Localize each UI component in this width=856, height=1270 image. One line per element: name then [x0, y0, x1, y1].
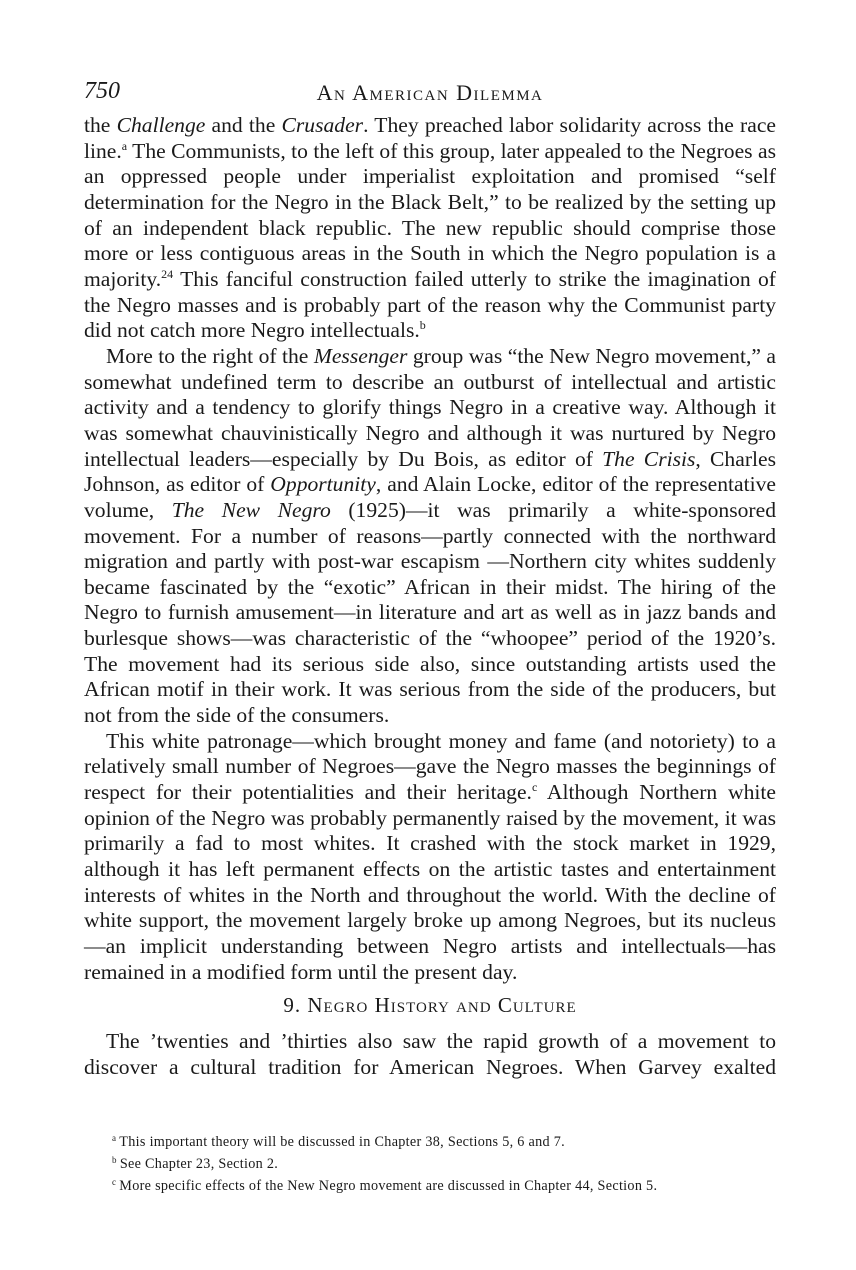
text-run: , and Alain Locke, editor of the representative volume,: [84, 472, 776, 522]
italic-title: Messenger: [313, 343, 408, 368]
footnote-text: More specific effects of the New Negro movement are discussed in Chapter 44, Section 5.: [119, 1178, 658, 1194]
text-run: group was “the New Negro movement,” a somewhat undefined term to describe an outburst of intellectual and artistic activity and a tendency to glorify things Negro in a creative way. Although it was somewhat chauvinistically Negro and although it was nurtured by Negro intellectual leaders—especially by Du Bois, as editor of: [84, 343, 776, 471]
page-header: [84, 78, 776, 108]
paragraph: The ’twenties and ’thirties also saw the rapid growth of a movement to discover a cultural tradition for American Negroes. When Garvey exalted: [84, 1028, 776, 1079]
section-heading: 9. Negro History and Culture: [283, 993, 577, 1018]
text-run: This fanciful construction failed utterly to strike the imagination of the Negro masses and is probably part of the reason why the Communist party did not catch more Negro intellectuals.: [84, 266, 776, 343]
footnote-reference: b: [419, 318, 426, 333]
footnote-text: This important theory will be discussed in Chapter 38, Sections 5, 6 and 7.: [119, 1134, 565, 1150]
text-run: (1925)—it was primarily a white-sponsored movement. For a number of reasons—partly connected with the northward migration and partly with post-war escapism —Northern city whites suddenly became fascinated by the “exotic” African in their midst. The hiring of the Negro to furnish amusement—in literature and art as well as in jazz bands and burlesque shows—was characteristic of the “whoopee” period of the 1920’s. The movement had its serious side also, since outstanding artists used the African motif in their work. It was serious from the side of the producers, but not from the side of the consumers.: [84, 497, 776, 728]
footnote-mark: c: [112, 1177, 117, 1187]
paragraph: [84, 113, 776, 344]
page-number: 750: [84, 78, 120, 104]
text-run: and the: [205, 113, 282, 137]
running-title: An American Dilemma: [316, 80, 544, 105]
footnote: [112, 1153, 776, 1175]
text-run: The Communists, to the left of this group, later appealed to the Negroes as an oppressed people under imperialist exploitation and promised “self determination for the Negro in the Black Belt,” to be realized by the setting up of an independent black republic. The new republic should comprise those more or less contiguous areas in the South in which the Negro population is a majority.: [84, 138, 776, 291]
body-text: [84, 113, 776, 1080]
paragraph: [84, 729, 776, 986]
footnote: [112, 1131, 776, 1153]
italic-title: The New Negro: [171, 497, 331, 522]
italic-title: Opportunity: [270, 472, 376, 497]
italic-title: The Crisis: [602, 446, 696, 471]
footnote-reference: 24: [161, 266, 174, 281]
text-run: Although Northern white opinion of the Negro was probably permanently raised by the movement, it was primarily a fad to most whites. It crashed with the stock market in 1929, although it has left permanent effects on the artistic tastes and entertainment interests of whites in the North and throughout the world. With the decline of white support, the movement largely broke up among Negroes, but its nucleus—an implicit understanding between Negro artists and intellectuals—has remained in a modified form until the present day.: [84, 780, 777, 984]
italic-title: Challenge: [116, 113, 206, 137]
footnote-text: See Chapter 23, Section 2.: [119, 1156, 279, 1172]
text-run: . They preached labor solidarity across the race line.: [84, 113, 776, 163]
text-run: the: [84, 113, 117, 137]
text-run: This white patronage—which brought money and fame (and notoriety) to a relatively small number of Negroes—gave the Negro masses the beginnings of respect for their potentialities and their heritage.: [84, 728, 776, 805]
text-run: More to the right of the: [106, 343, 314, 368]
footnote-reference: a: [121, 138, 128, 153]
footnote-mark: b: [112, 1155, 117, 1165]
text-run: , Charles Johnson, as editor of: [84, 446, 776, 497]
footnote: [112, 1175, 776, 1197]
italic-title: Crusader: [281, 113, 364, 137]
footnote-reference: c: [531, 780, 538, 795]
footnotes: [112, 1131, 776, 1197]
paragraph: [84, 344, 776, 729]
footnote-mark: a: [112, 1133, 117, 1143]
